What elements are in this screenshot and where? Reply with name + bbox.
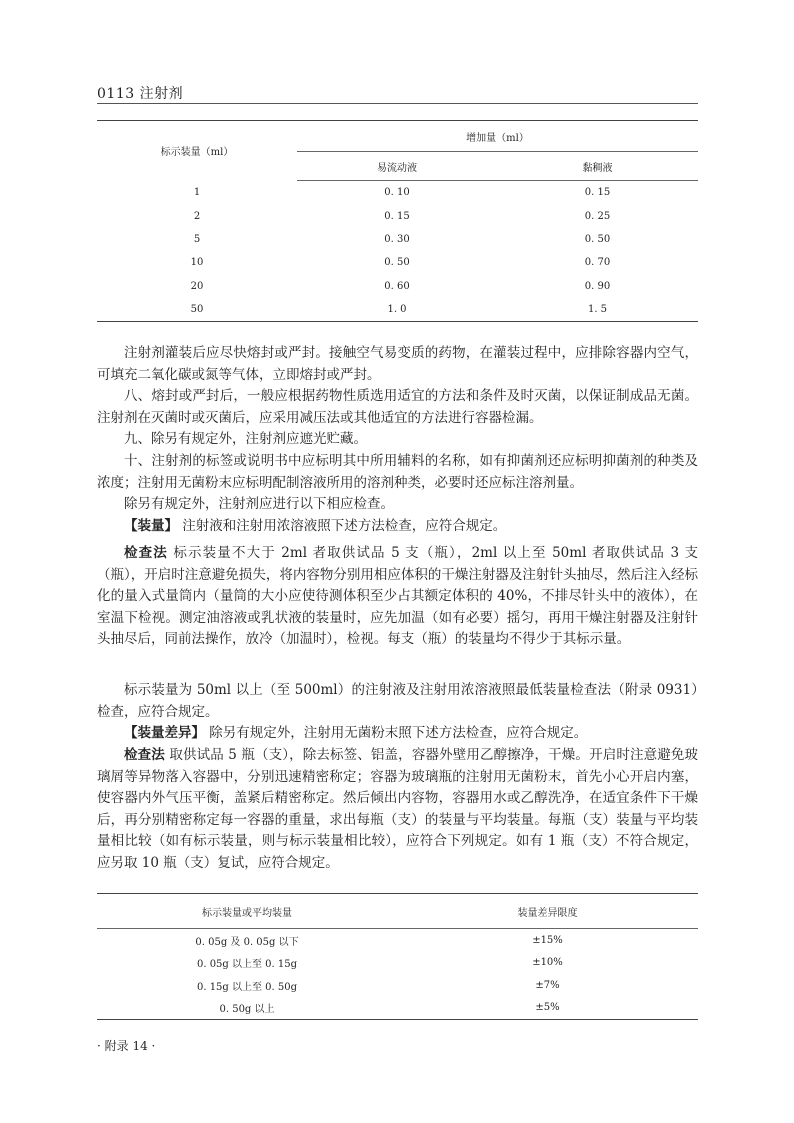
table2-header-limit: 装量差异限度 [397, 894, 698, 929]
table-cell: 0. 50 [384, 257, 410, 269]
method-label: 检查法 [124, 747, 165, 763]
paragraph-text: 注射液和注射用浓溶液照下述方法检查，应符合规定。 [182, 518, 507, 534]
paragraph-method-2 [97, 745, 698, 874]
table-row [97, 974, 698, 997]
table-row [97, 929, 698, 952]
table-cell: 0. 30 [384, 233, 410, 245]
table-cell: 0. 15 [584, 187, 611, 199]
fill-volume-table [97, 120, 698, 322]
table1-col0-header: 标示装量（ml） [160, 147, 234, 159]
paragraph-method-1 [97, 543, 698, 651]
table-cell: ±7% [535, 979, 560, 991]
table-row [97, 275, 698, 298]
table1-subheader-viscous: 黏稠液 [497, 152, 698, 181]
table1-group-header: 增加量（ml） [466, 132, 529, 144]
section-label-weight-variation: 【装量差异】 [124, 725, 205, 741]
table-cell: 0. 05g 及 0. 05g 以下 [195, 936, 299, 948]
paragraph-item-8: 八、熔封或严封后，一般应根据药物性质选用适宜的方法和条件及时灭菌，以保证制成品无菌。注射剂在灭菌时或灭菌后，应采用减压法或其他适宜的方法进行容器检漏。 [97, 388, 698, 426]
table-cell: 0. 70 [584, 257, 611, 269]
section-label-fill-volume: 【装量】 [124, 518, 178, 534]
table-row [97, 181, 698, 205]
table-cell: 1 [193, 186, 201, 198]
table-cell: 20 [190, 280, 204, 292]
paragraph-item-9: 九、除另有规定外，注射剂应遮光贮藏。 [124, 431, 367, 447]
paragraph-text: 除另有规定外，注射用无菌粉末照下述方法检查，应符合规定。 [209, 725, 588, 741]
table-cell: 0. 60 [384, 280, 410, 292]
header-rule [97, 103, 698, 104]
table-cell: 0. 50 [584, 233, 611, 245]
table-cell: 0. 50g 以上 [219, 1004, 275, 1016]
paragraph-sealing: 注射剂灌装后应尽快熔封或严封。接触空气易变质的药物，在灌装过程中，应排除容器内空气，可填充二氧化碳或氮等气体，立即熔封或严封。 [97, 345, 698, 383]
paragraph-item-10: 十、注射剂的标签或说明书中应标明其中所用辅料的名称，如有抑菌剂还应标明抑菌剂的种类及浓度；注射用无菌粉末应标明配制溶液所用的溶剂种类，必要时还应标注溶剂量。 [97, 453, 698, 491]
table-cell: 50 [190, 304, 204, 316]
table-row [97, 997, 698, 1020]
table-row [97, 204, 698, 227]
table-cell: ±10% [532, 957, 563, 969]
table-cell: 0. 05g 以上至 0. 15g [196, 959, 298, 971]
page-number-footer: · 附录 14 · [97, 1039, 156, 1053]
table-cell: ±15% [532, 934, 563, 946]
table-row [97, 952, 698, 975]
table-row [97, 251, 698, 274]
table-cell: 1. 0 [387, 304, 407, 316]
paragraph-min-fill: 标示装量为 50ml 以上（至 500ml）的注射液及注射用浓溶液照最低装量检查法（附录 0931）检查，应符合规定。 [97, 682, 698, 720]
table-cell: 0. 15g 以上至 0. 50g [196, 981, 298, 993]
table-cell: 2 [193, 210, 201, 222]
paragraph-text: 取供试品 5 瓶（支），除去标签、铝盖，容器外壁用乙醇擦净，干燥。开启时注意避免玻璃屑等异物落入容器中，分别迅速精密称定；容器为玻璃瓶的注射用无菌粉末，首先小心开启内塞，使容器内外气压平衡，盖紧后精密称定。然后倾出内容物，容器用水或乙醇洗净，在适宜条件下干燥后，再分别精密称定每一容器的重量，求出每瓶（支）的装量与平均装量。每瓶（支）装量与平均装量相比较（如有标示装量，则与标示装量相比较），应符合下列规定。如有 1 瓶（支）不符合规定，应另取 10 瓶（支）复试，应符合规定。 [97, 747, 699, 871]
table-cell: 5 [193, 233, 201, 245]
table-cell: 1. 5 [587, 304, 608, 316]
table-cell: 0. 25 [584, 210, 611, 222]
table-cell: 0. 10 [384, 187, 410, 199]
weight-variation-table [97, 893, 698, 1020]
paragraph-fill-volume [97, 516, 698, 538]
table1-subheader-flow: 易流动液 [297, 152, 497, 181]
table-cell: 10 [190, 257, 204, 269]
method-label: 检查法 [124, 545, 168, 561]
paragraph-weight-variation [97, 723, 698, 745]
table-cell: ±5% [535, 1002, 560, 1014]
table2-header-volume: 标示装量或平均装量 [97, 894, 397, 929]
table-cell: 0. 15 [384, 210, 410, 222]
table-cell: 0. 90 [584, 280, 611, 292]
page-header-title: 0113 注射剂 [97, 86, 184, 102]
table-row [97, 228, 698, 251]
paragraph-text: 标示装量不大于 2ml 者取供试品 5 支（瓶），2ml 以上至 50ml 者取供试品 3 支（瓶），开启时注意避免损失，将内容物分别用相应体积的干燥注射器及注射针头抽尽，然后注入经标化的量入式量筒内（量筒的大小应使待测体积至少占其额定体积的 40%，不排尽针头中的液体），在室温下检视。测定油溶液或乳状液的装量时，应先加温（如有必要）摇匀，再用干燥注射器及注射针头抽尽后，同前法操作，放冷（加温时），检视。每支（瓶）的装量均不得少于其标示量。 [97, 545, 699, 647]
table-row [97, 298, 698, 322]
paragraph-checks-intro: 除另有规定外，注射剂应进行以下相应检查。 [124, 496, 394, 512]
